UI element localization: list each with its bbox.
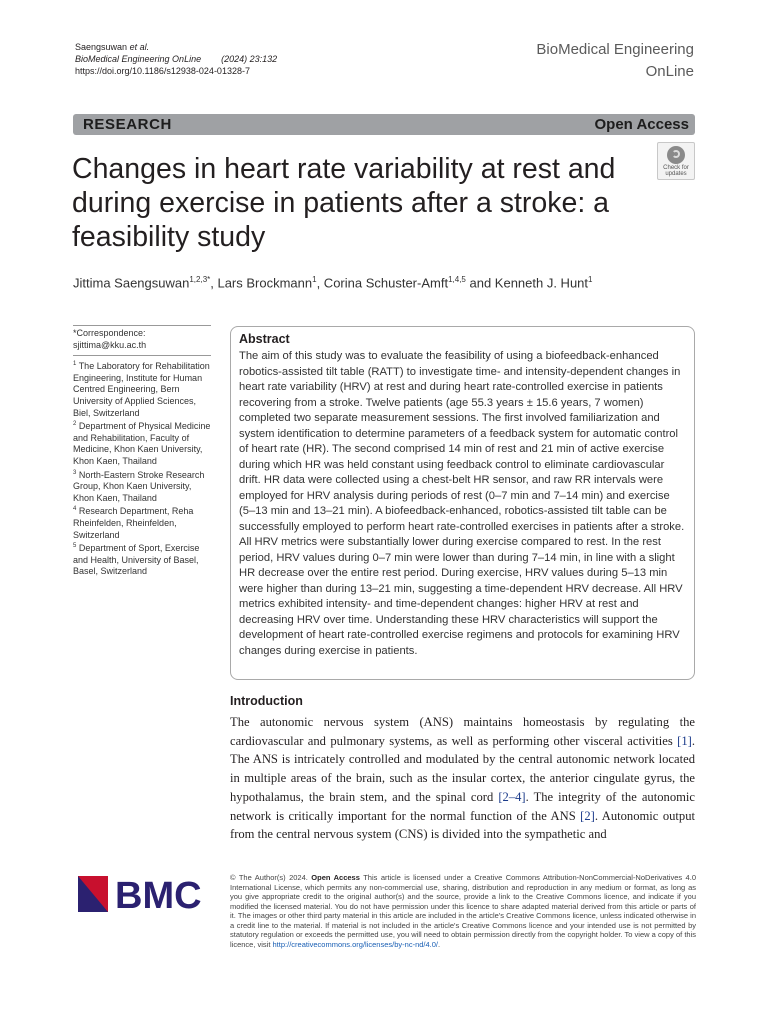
affiliation-number: 1: [73, 361, 77, 368]
affiliation-text: Department of Sport, Exercise and Health, University of Basel, Basel, Switzerland: [73, 543, 200, 577]
correspondence-email[interactable]: sjittima@kku.ac.th: [73, 339, 147, 350]
author-name[interactable]: Jittima Saengsuwan: [73, 275, 190, 291]
brand-line2: OnLine: [645, 63, 694, 80]
affiliation-number: 4: [73, 506, 77, 513]
open-access-label: Open Access: [594, 116, 689, 133]
author-short: Saengsuwan: [75, 42, 128, 52]
affiliation-item: [73, 359, 211, 419]
copyright: © The Author(s) 2024.: [230, 873, 308, 882]
author-name[interactable]: , Corina Schuster-Amft: [316, 275, 449, 291]
license-link[interactable]: http://creativecommons.org/licenses/by-nc-nd/4.0/: [272, 939, 439, 949]
author-affil-sup: 1: [588, 275, 593, 284]
bmc-logo: [78, 874, 213, 914]
divider: [73, 325, 211, 326]
running-header: [75, 41, 277, 77]
open-access-bold: Open Access: [311, 873, 360, 882]
author-affil-sup: 1: [312, 275, 317, 284]
citation-line: [75, 53, 277, 65]
brand-line1: BioMedical Engineering: [536, 41, 694, 58]
affiliation-item: [73, 504, 211, 541]
license-text: [230, 873, 696, 949]
affiliation-text: North-Eastern Stroke Research Group, Khon Kaen University, Khon Kaen, Thailand: [73, 469, 205, 503]
et-al: et al.: [129, 42, 150, 52]
introduction-heading: Introduction: [230, 694, 303, 708]
citation-link[interactable]: [1]: [677, 733, 692, 748]
author-affil-sup: 1,4,5: [448, 275, 466, 284]
affiliation-text: Department of Physical Medicine and Rehabilitation, Faculty of Medicine, Khon Kaen University, Khon Kaen, Thailand: [73, 421, 211, 466]
citation-link[interactable]: [2]: [580, 808, 595, 823]
author-name[interactable]: and Kenneth J. Hunt: [465, 275, 589, 291]
divider: [73, 351, 211, 356]
article-type-label: RESEARCH: [83, 116, 172, 133]
affiliation-number: 5: [73, 543, 77, 550]
check-for-updates-button[interactable]: [657, 142, 695, 180]
bmc-logo-text: BMC: [115, 875, 202, 914]
license-end: .: [438, 939, 441, 949]
doi-link[interactable]: https://doi.org/10.1186/s12938-024-01328-7: [75, 66, 250, 76]
abstract-heading: Abstract: [239, 332, 290, 346]
author-list: [73, 271, 592, 292]
intro-sentence: The autonomic nervous system (ANS) maintains homeostasis by regulating the cardiovascular and pulmonary systems, as well as performing other visceral activities: [230, 715, 695, 748]
intro-sentence: . Autonomic output from the central nervous system (CNS) is divided into the sympathetic and: [230, 808, 695, 842]
bmc-logo-mark: [78, 874, 213, 914]
intro-sentence: . The ANS is intricately controlled and modulated by the central autonomic network located in multiple areas of the brain, such as the insular cortex, the anterior cingulate gyrus, the hypothalamus, the brain stem, and the spinal cord: [230, 733, 695, 804]
affiliation-number: 2: [73, 421, 77, 428]
journal-name: BioMedical Engineering OnLine: [75, 54, 202, 64]
affiliation-text: The Laboratory for Rehabilitation Engineering, Institute for Human Centred Engineering, Bern University of Applied Sciences, Biel, Switzerland: [73, 361, 210, 418]
refresh-icon: [667, 146, 685, 164]
abstract-box: [230, 326, 695, 680]
check-updates-label: Check for updates: [663, 165, 689, 177]
author-short-line: [75, 41, 277, 53]
citation-link[interactable]: [2–4]: [498, 789, 526, 804]
affiliation-item: [73, 419, 211, 467]
affiliation-item: [73, 468, 211, 505]
affiliations-sidebar: [73, 325, 211, 578]
volume: (2024) 23:132: [221, 54, 278, 64]
affiliation-text: Research Department, Reha Rheinfelden, Rheinfelden, Switzerland: [73, 506, 194, 540]
article-title: Changes in heart rate variability at rest and during exercise in patients after a stroke: a feasibility study: [72, 153, 616, 253]
license-body: This article is licensed under a Creative Commons Attribution-NonCommercial-NoDerivatives 4.0 International License, which permits any non-commercial use, sharing, distribution and reproduction in any medium or format, as long as you give appropriate credit to the original author(s) and the source, provide a link to the Creative Commons licence, and indicate if you modified the licensed material. You do not have permission under this licence to share adapted material derived from this article or parts of it. The images or other third party material in this article are included in the article's Creative Commons licence, unless indicated otherwise in a credit line to the material. If material is not included in the article's Creative Commons licence and your intended use is not permitted by statutory regulation or exceeds the permitted use, you will need to obtain permission directly from the copyright holder. To view a copy of this licence, visit: [230, 873, 696, 949]
correspondence-label: *Correspondence:: [73, 328, 146, 338]
abstract-text: The aim of this study was to evaluate the feasibility of using a biofeedback-enhanced robotics-assisted tilt table (RATT) to investigate time- and intensity-dependent changes in heart rate variability (HRV) at rest and during heart rate-controlled exercise in patients recovering from a stroke. Twelve patients (age 55.3 years ± 15.6 years, 7 women) completed two separate measurement sessions. The first involved familiarization and system identification to determine parameters of a feedback system for automatic control of heart rate (HR). The second comprised 14 min of rest and 21 min of active exercise during which HR was held constant using feedback control to eliminate cardiovascular drift. HR data were collected using a chest-belt HR sensor, and raw RR intervals were employed for HRV analysis during periods of rest (0–7 min and 7–14 min) and exercise (5–13 min and 13–21 min). A biofeedback-enhanced, robotics-assisted tilt table can be successfully employed to perform heart rate-controlled exercises in patients after a stroke. All HRV metrics were substantially lower during exercise compared to rest. In the rest period, HRV values during 0–7 min were lower than during 7–14 min, in line with a slight HR decrease over the entire rest period. During exercise, HRV values during 5–13 min were higher than during 13–21 min, suggesting a time-dependent HRV decrease. All HRV metrics exhibited intensity- and time-dependent changes: higher HRV at rest and decreasing HRV over time. Understanding these HRV characteristics will support the development of heart rate-controlled exercise regimens and protocols for examining HRV changes during exercise in patients.: [239, 350, 685, 657]
intro-sentence: . The integrity of the autonomic network is critically important for the normal function of the ANS: [230, 789, 695, 823]
journal-brand: [536, 39, 694, 83]
affiliation-number: 3: [73, 469, 77, 476]
introduction-text: [230, 713, 695, 844]
author-name[interactable]: , Lars Brockmann: [210, 275, 313, 291]
author-affil-sup: 1,2,3*: [189, 275, 211, 284]
article-type-bar: [73, 114, 695, 135]
affiliation-item: [73, 541, 211, 578]
